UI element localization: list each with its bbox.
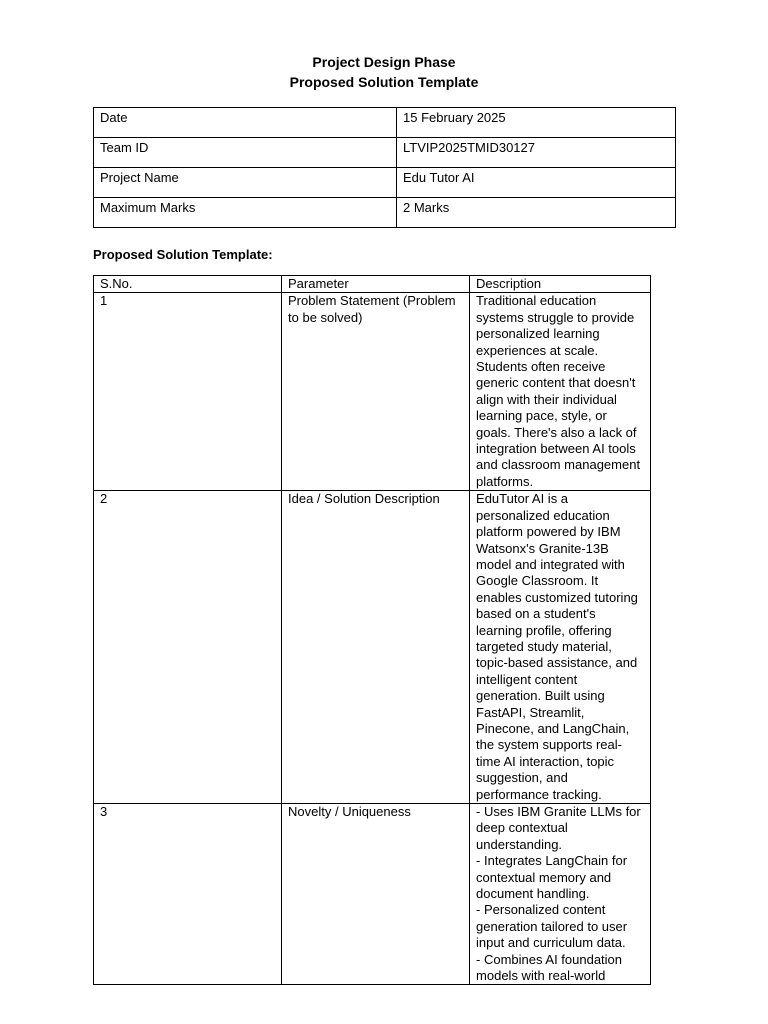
- table-row: [94, 198, 676, 228]
- section-heading: Proposed Solution Template:: [93, 247, 273, 262]
- row-parameter: Problem Statement (Problem to be solved): [282, 293, 470, 491]
- list-item: - Combines AI foundation models with real-world: [476, 951, 623, 982]
- table-row: [94, 138, 676, 168]
- row-description: Traditional education systems struggle to provide personalized learning experiences at scale. Students often receive generic content that doesn't align with their individual learning pace, style, or goals. There's also a lack of integration between AI tools and classroom management platforms.: [470, 293, 651, 491]
- team-id-label: Team ID: [94, 138, 397, 168]
- list-item: - Integrates LangChain for contextual memory and document handling.: [476, 853, 628, 902]
- table-header-row: [94, 276, 651, 293]
- title-block: [0, 52, 768, 92]
- row-description: [470, 804, 651, 985]
- row-parameter: Idea / Solution Description: [282, 491, 470, 804]
- maximum-marks-value: 2 Marks: [397, 198, 676, 228]
- row-sno: 2: [94, 491, 282, 804]
- page-title: Project Design Phase: [312, 54, 456, 70]
- list-item: - Uses IBM Granite LLMs for deep contextual understanding.: [476, 804, 641, 852]
- row-sno: 3: [94, 804, 282, 985]
- row-description: EduTutor AI is a personalized education platform powered by IBM Watsonx's Granite-13B model and integrated with Google Classroom. It enables customized tutoring based on a student's learning profile, offering targeted study material, topic-based assistance, and intelligent content generation. Built using FastAPI, Streamlit, Pinecone, and LangChain, the system supports real-time AI interaction, topic suggestion, and performance tracking.: [470, 491, 651, 804]
- list-item: - Personalized content generation tailored to user input and curriculum data.: [476, 902, 628, 951]
- novelty-bullet-list: [476, 804, 644, 982]
- table-row: [94, 491, 651, 804]
- row-parameter: Novelty / Uniqueness: [282, 804, 470, 985]
- table-row: [94, 804, 651, 985]
- table-row: [94, 168, 676, 198]
- row-sno: 1: [94, 293, 282, 491]
- project-name-value: Edu Tutor AI: [397, 168, 676, 198]
- table-row: [94, 293, 651, 491]
- column-header-description: Description: [470, 276, 651, 293]
- page-subtitle: Proposed Solution Template: [289, 74, 479, 90]
- project-name-label: Project Name: [94, 168, 397, 198]
- column-header-parameter: Parameter: [282, 276, 470, 293]
- project-info-table: [93, 107, 676, 228]
- table-row: [94, 108, 676, 138]
- team-id-value: LTVIP2025TMID30127: [397, 138, 676, 168]
- column-header-sno: S.No.: [94, 276, 282, 293]
- date-value: 15 February 2025: [397, 108, 676, 138]
- date-label: Date: [94, 108, 397, 138]
- proposed-solution-table: [93, 275, 651, 985]
- maximum-marks-label: Maximum Marks: [94, 198, 397, 228]
